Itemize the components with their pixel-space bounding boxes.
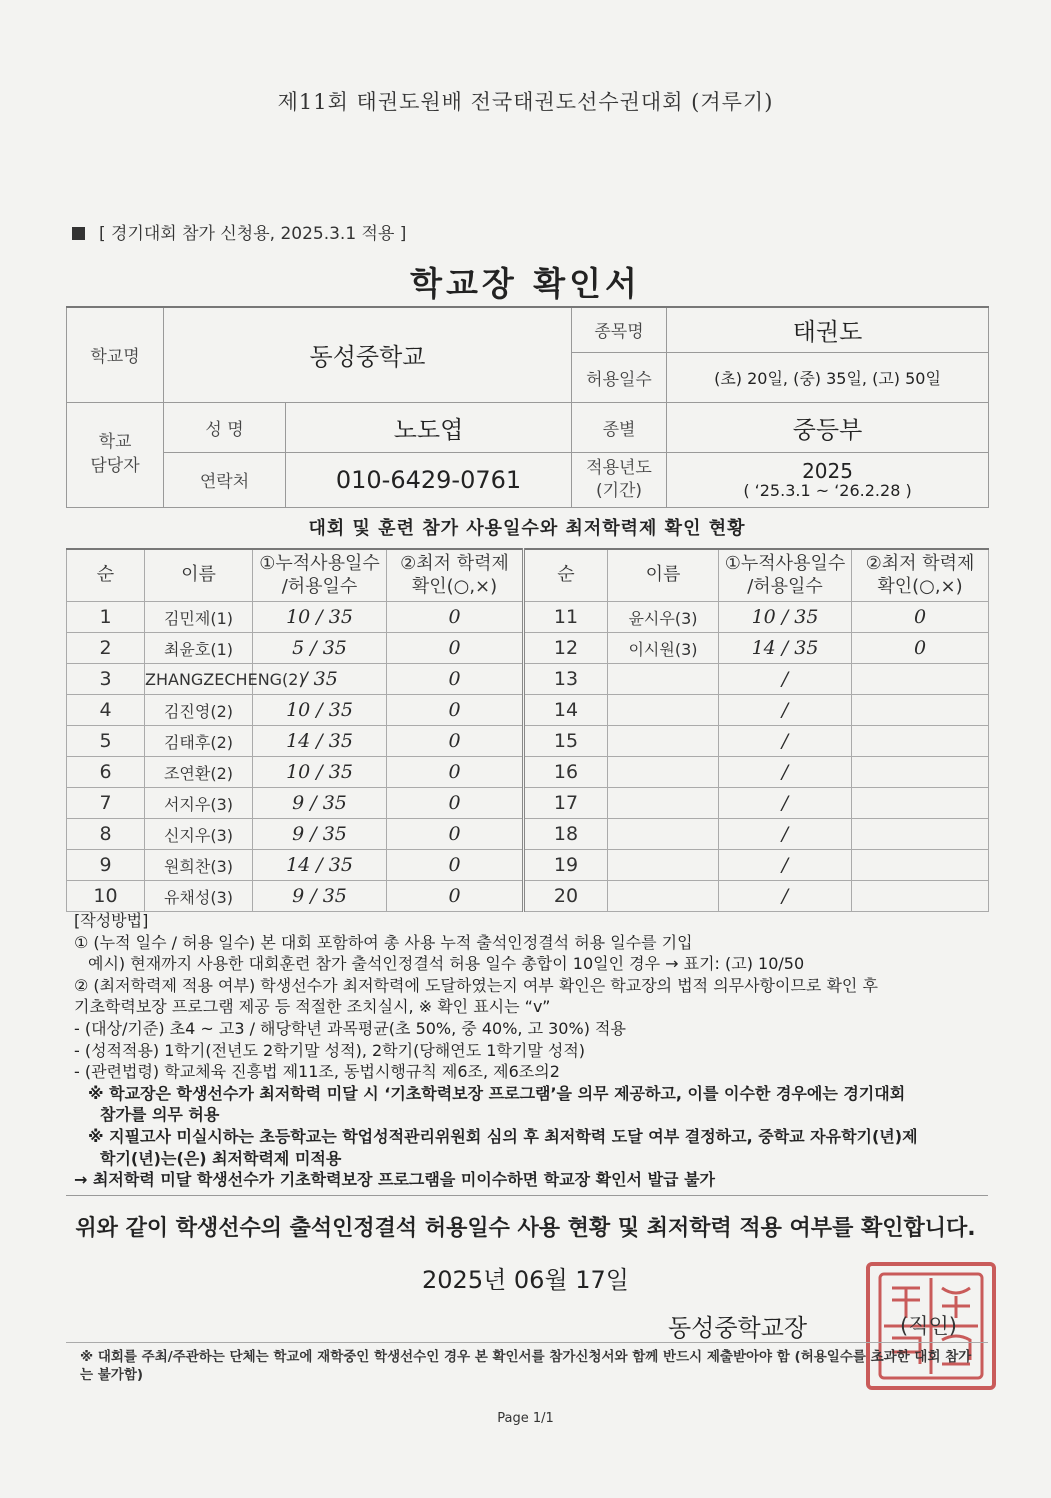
student-no: 3 — [67, 664, 145, 695]
info-table — [66, 306, 989, 508]
footnote: ※ 대회를 주최/주관하는 단체는 학교에 재학중인 학생선수인 경우 본 확인서를 참가신청서와 함께 반드시 제출받아야 함 (허용일수를 초과한 대회 참가는 불가함) — [80, 1349, 972, 1383]
student-no: 9 — [67, 850, 145, 881]
student-name — [608, 788, 719, 819]
table-row — [67, 633, 989, 664]
instruction-item-2-cont: 기초학력보장 프로그램 제공 등 적절한 조치실시, ※ 확인 표시는 “v” — [74, 997, 551, 1017]
student-no: 18 — [524, 819, 608, 850]
student-name: 서지우(3) — [145, 788, 253, 819]
name-value: 노도엽 — [286, 402, 572, 452]
instruction-note-2-cont: 학기(년)는(은) 최저학력제 미적용 — [100, 1148, 342, 1168]
square-bullet-icon — [72, 227, 85, 240]
contact-label: 연락처 — [164, 452, 286, 507]
table-row — [67, 881, 989, 912]
event-label: 종목명 — [572, 307, 667, 352]
student-no: 7 — [67, 788, 145, 819]
student-name — [608, 819, 719, 850]
table-row — [67, 819, 989, 850]
table-row — [67, 726, 989, 757]
student-confirm: 0 — [387, 602, 524, 633]
instruction-target: - (대상/기준) 초4 ~ 고3 / 해당학년 과목평균(초 50%, 중 40%, 고 30%) 적용 — [74, 1018, 626, 1038]
student-days: / — [719, 881, 852, 912]
student-days: / — [719, 695, 852, 726]
student-no: 14 — [524, 695, 608, 726]
student-no: 11 — [524, 602, 608, 633]
student-name — [608, 881, 719, 912]
student-no: 4 — [67, 695, 145, 726]
allowed-days-label: 허용일수 — [572, 352, 667, 402]
student-days: 10 / 35 — [253, 602, 387, 633]
student-days: 14 / 35 — [253, 726, 387, 757]
header-name: 이름 — [145, 549, 253, 602]
student-confirm: 0 — [387, 633, 524, 664]
instruction-note-3: → 최저학력 미달 학생선수가 기초학력보장 프로그램을 미이수하면 학교장 확인서 발급 불가 — [74, 1170, 715, 1190]
student-no: 20 — [524, 881, 608, 912]
student-days: 10 / 35 — [253, 695, 387, 726]
divider — [66, 1195, 988, 1196]
seal-label: (직인) — [900, 1314, 957, 1338]
issue-date: 2025년 06월 17일 — [422, 1266, 629, 1294]
student-days: 10 / 35 — [253, 757, 387, 788]
student-name: ZHANGZECHENG(2) — [145, 664, 253, 695]
category-label: 종별 — [572, 402, 667, 452]
student-name: 최윤호(1) — [145, 633, 253, 664]
table-row — [67, 695, 989, 726]
student-name — [608, 664, 719, 695]
instructions-heading: [작성방법] — [74, 911, 149, 930]
student-days: 14 / 35 — [719, 633, 852, 664]
student-days: / 35 — [253, 664, 387, 695]
name-label: 성 명 — [164, 402, 286, 452]
student-no: 17 — [524, 788, 608, 819]
student-name: 조연환(2) — [145, 757, 253, 788]
year-period: ( ‘25.3.1 ~ ‘26.2.28 ) — [743, 480, 912, 500]
student-confirm: 0 — [387, 850, 524, 881]
usage-note-text: [ 경기대회 참가 신청용, 2025.3.1 적용 ] — [99, 224, 407, 244]
header-confirm: ②최저 학력제 확인(○,×) — [387, 549, 524, 602]
table-row — [67, 850, 989, 881]
instruction-note-1: ※ 학교장은 학생선수가 최저학력 미달 시 ‘기초학력보장 프로그램’을 의무 제공하고, 이를 이수한 경우에는 경기대회 — [88, 1083, 906, 1103]
student-name: 윤시우(3) — [608, 602, 719, 633]
student-days: 9 / 35 — [253, 819, 387, 850]
student-confirm: 0 — [387, 757, 524, 788]
manager-label: 학교 담당자 — [67, 402, 164, 507]
student-confirm: 0 — [852, 602, 989, 633]
confirmation-statement: 위와 같이 학생선수의 출석인정결석 허용일수 사용 현황 및 최저학력 적용 여부를 확인합니다. — [75, 1216, 976, 1241]
table-row — [67, 757, 989, 788]
instruction-law: - (관련법령) 학교체육 진흥법 제11조, 동법시행규칙 제6조, 제6조의2 — [74, 1062, 560, 1082]
page-number: Page 1/1 — [497, 1411, 554, 1426]
student-confirm: 0 — [387, 664, 524, 695]
table-row — [67, 602, 989, 633]
header-days: ①누적사용일수 /허용일수 — [253, 549, 387, 602]
student-days: / — [719, 819, 852, 850]
instruction-grade-apply: - (성적적용) 1학기(전년도 2학기말 성적), 2학기(당해연도 1학기말 성적) — [74, 1040, 586, 1060]
category-value: 중등부 — [667, 402, 989, 452]
principal-name: 동성중학교장 — [668, 1314, 808, 1342]
document-title: 학교장 확인서 — [410, 264, 641, 303]
student-confirm — [852, 881, 989, 912]
student-confirm — [852, 664, 989, 695]
student-days: 14 / 35 — [253, 850, 387, 881]
header-no-2: 순 — [524, 549, 608, 602]
student-days: / — [719, 757, 852, 788]
divider — [66, 1342, 988, 1343]
student-name: 원희찬(3) — [145, 850, 253, 881]
student-confirm — [852, 726, 989, 757]
student-days: 10 / 35 — [719, 602, 852, 633]
student-confirm — [852, 819, 989, 850]
header-confirm-2: ②최저 학력제 확인(○,×) — [852, 549, 989, 602]
student-name: 김태후(2) — [145, 726, 253, 757]
year-label: 적용년도 (기간) — [572, 452, 667, 507]
student-no: 1 — [67, 602, 145, 633]
student-no: 16 — [524, 757, 608, 788]
student-confirm: 0 — [387, 819, 524, 850]
student-no: 12 — [524, 633, 608, 664]
student-no: 19 — [524, 850, 608, 881]
student-name: 김진영(2) — [145, 695, 253, 726]
student-name — [608, 726, 719, 757]
header-name-2: 이름 — [608, 549, 719, 602]
student-days: / — [719, 850, 852, 881]
students-table — [66, 548, 989, 912]
student-days: 9 / 35 — [253, 881, 387, 912]
student-no: 8 — [67, 819, 145, 850]
student-confirm — [852, 757, 989, 788]
instruction-item-2: ② (최저학력제 적용 여부) 학생선수가 최저학력에 도달하였는지 여부 확인은 학교장의 법적 의무사항이므로 확인 후 — [74, 975, 878, 995]
student-name: 유채성(3) — [145, 881, 253, 912]
instruction-note-2: ※ 지필고사 미실시하는 초등학교는 학업성적관리위원회 심의 후 최저학력 도달 여부 결정하고, 중학교 자유학기(년)제 — [88, 1126, 918, 1146]
school-label: 학교명 — [67, 307, 164, 402]
instruction-item-1-example: 예시) 현재까지 사용한 대회훈련 참가 출석인정결석 허용 일수 총합이 10일인 경우 → 표기: (고) 10/50 — [88, 954, 805, 974]
student-confirm: 0 — [387, 695, 524, 726]
year-value: 2025 — [802, 458, 853, 483]
student-no: 2 — [67, 633, 145, 664]
student-no: 6 — [67, 757, 145, 788]
student-days: / — [719, 788, 852, 819]
student-no: 10 — [67, 881, 145, 912]
competition-title: 제11회 태권도원배 전국태권도선수권대회 (겨루기) — [277, 90, 774, 114]
header-no: 순 — [67, 549, 145, 602]
instruction-item-1: ① (누적 일수 / 허용 일수) 본 대회 포함하여 총 사용 누적 출석인정결석 허용 일수를 기입 — [74, 932, 693, 952]
student-confirm — [852, 850, 989, 881]
table-row — [67, 664, 989, 695]
table-row — [67, 788, 989, 819]
student-days: / — [719, 726, 852, 757]
student-confirm: 0 — [387, 788, 524, 819]
student-confirm: 0 — [387, 726, 524, 757]
student-confirm — [852, 695, 989, 726]
section-title: 대회 및 훈련 참가 사용일수와 최저학력제 확인 현황 — [308, 518, 746, 539]
header-days-2: ①누적사용일수 /허용일수 — [719, 549, 852, 602]
student-name: 이시원(3) — [608, 633, 719, 664]
student-days: 9 / 35 — [253, 788, 387, 819]
student-confirm — [852, 788, 989, 819]
student-confirm: 0 — [852, 633, 989, 664]
year-cell — [667, 452, 989, 507]
event-value: 태권도 — [667, 307, 989, 352]
student-name — [608, 695, 719, 726]
contact-value: 010-6429-0761 — [286, 452, 572, 507]
writing-instructions — [74, 910, 984, 1191]
student-name — [608, 757, 719, 788]
student-name: 김민제(1) — [145, 602, 253, 633]
usage-note — [72, 219, 406, 244]
student-no: 13 — [524, 664, 608, 695]
allowed-days-value: (초) 20일, (중) 35일, (고) 50일 — [667, 352, 989, 402]
student-days: / — [719, 664, 852, 695]
school-value: 동성중학교 — [164, 307, 572, 402]
instruction-note-1-cont: 참가를 의무 허용 — [100, 1105, 220, 1125]
student-no: 15 — [524, 726, 608, 757]
student-days: 5 / 35 — [253, 633, 387, 664]
student-name — [608, 850, 719, 881]
student-no: 5 — [67, 726, 145, 757]
student-confirm: 0 — [387, 881, 524, 912]
student-name: 신지우(3) — [145, 819, 253, 850]
